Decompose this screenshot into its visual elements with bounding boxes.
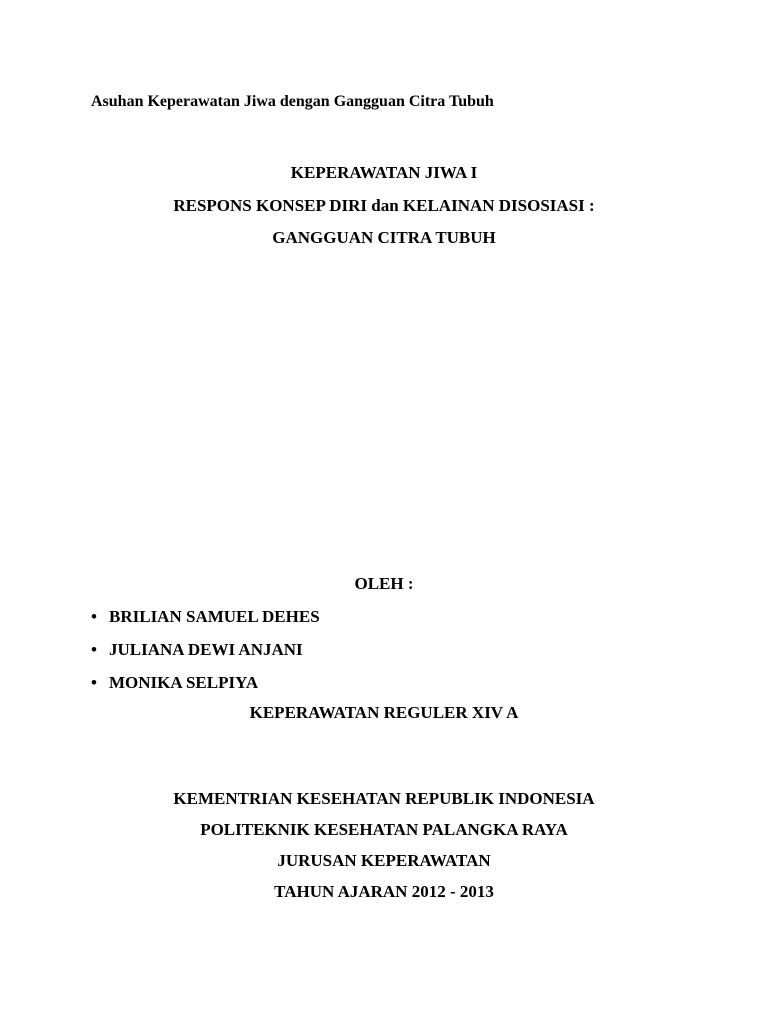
author-name: JULIANA DEWI ANJANI [109, 640, 303, 659]
institution-line-3: JURUSAN KEPERAWATAN [277, 851, 491, 870]
document-header: Asuhan Keperawatan Jiwa dengan Gangguan Citra Tubuh [91, 93, 494, 110]
author-name: MONIKA SELPIYA [109, 673, 259, 692]
title-line-2: RESPONS KONSEP DIRI dan KELAINAN DISOSIASI : [173, 196, 595, 215]
bullet-icon: • [91, 640, 97, 659]
bullet-icon: • [91, 607, 97, 626]
author-name: BRILIAN SAMUEL DEHES [109, 607, 320, 626]
title-line-1: KEPERAWATAN JIWA I [290, 163, 478, 182]
institution-line-1: KEMENTRIAN KESEHATAN REPUBLIK INDONESIA [173, 789, 595, 808]
author-item [91, 670, 320, 703]
author-list [91, 604, 320, 703]
class-name: KEPERAWATAN REGULER XIV A [249, 703, 519, 722]
institution-line-2: POLITEKNIK KESEHATAN PALANGKA RAYA [200, 820, 568, 839]
author-item [91, 637, 320, 670]
institution-line-4: TAHUN AJARAN 2012 - 2013 [274, 882, 494, 901]
author-item [91, 604, 320, 637]
by-label: OLEH : [354, 574, 414, 593]
title-line-3: GANGGUAN CITRA TUBUH [272, 228, 496, 247]
bullet-icon: • [91, 673, 97, 692]
